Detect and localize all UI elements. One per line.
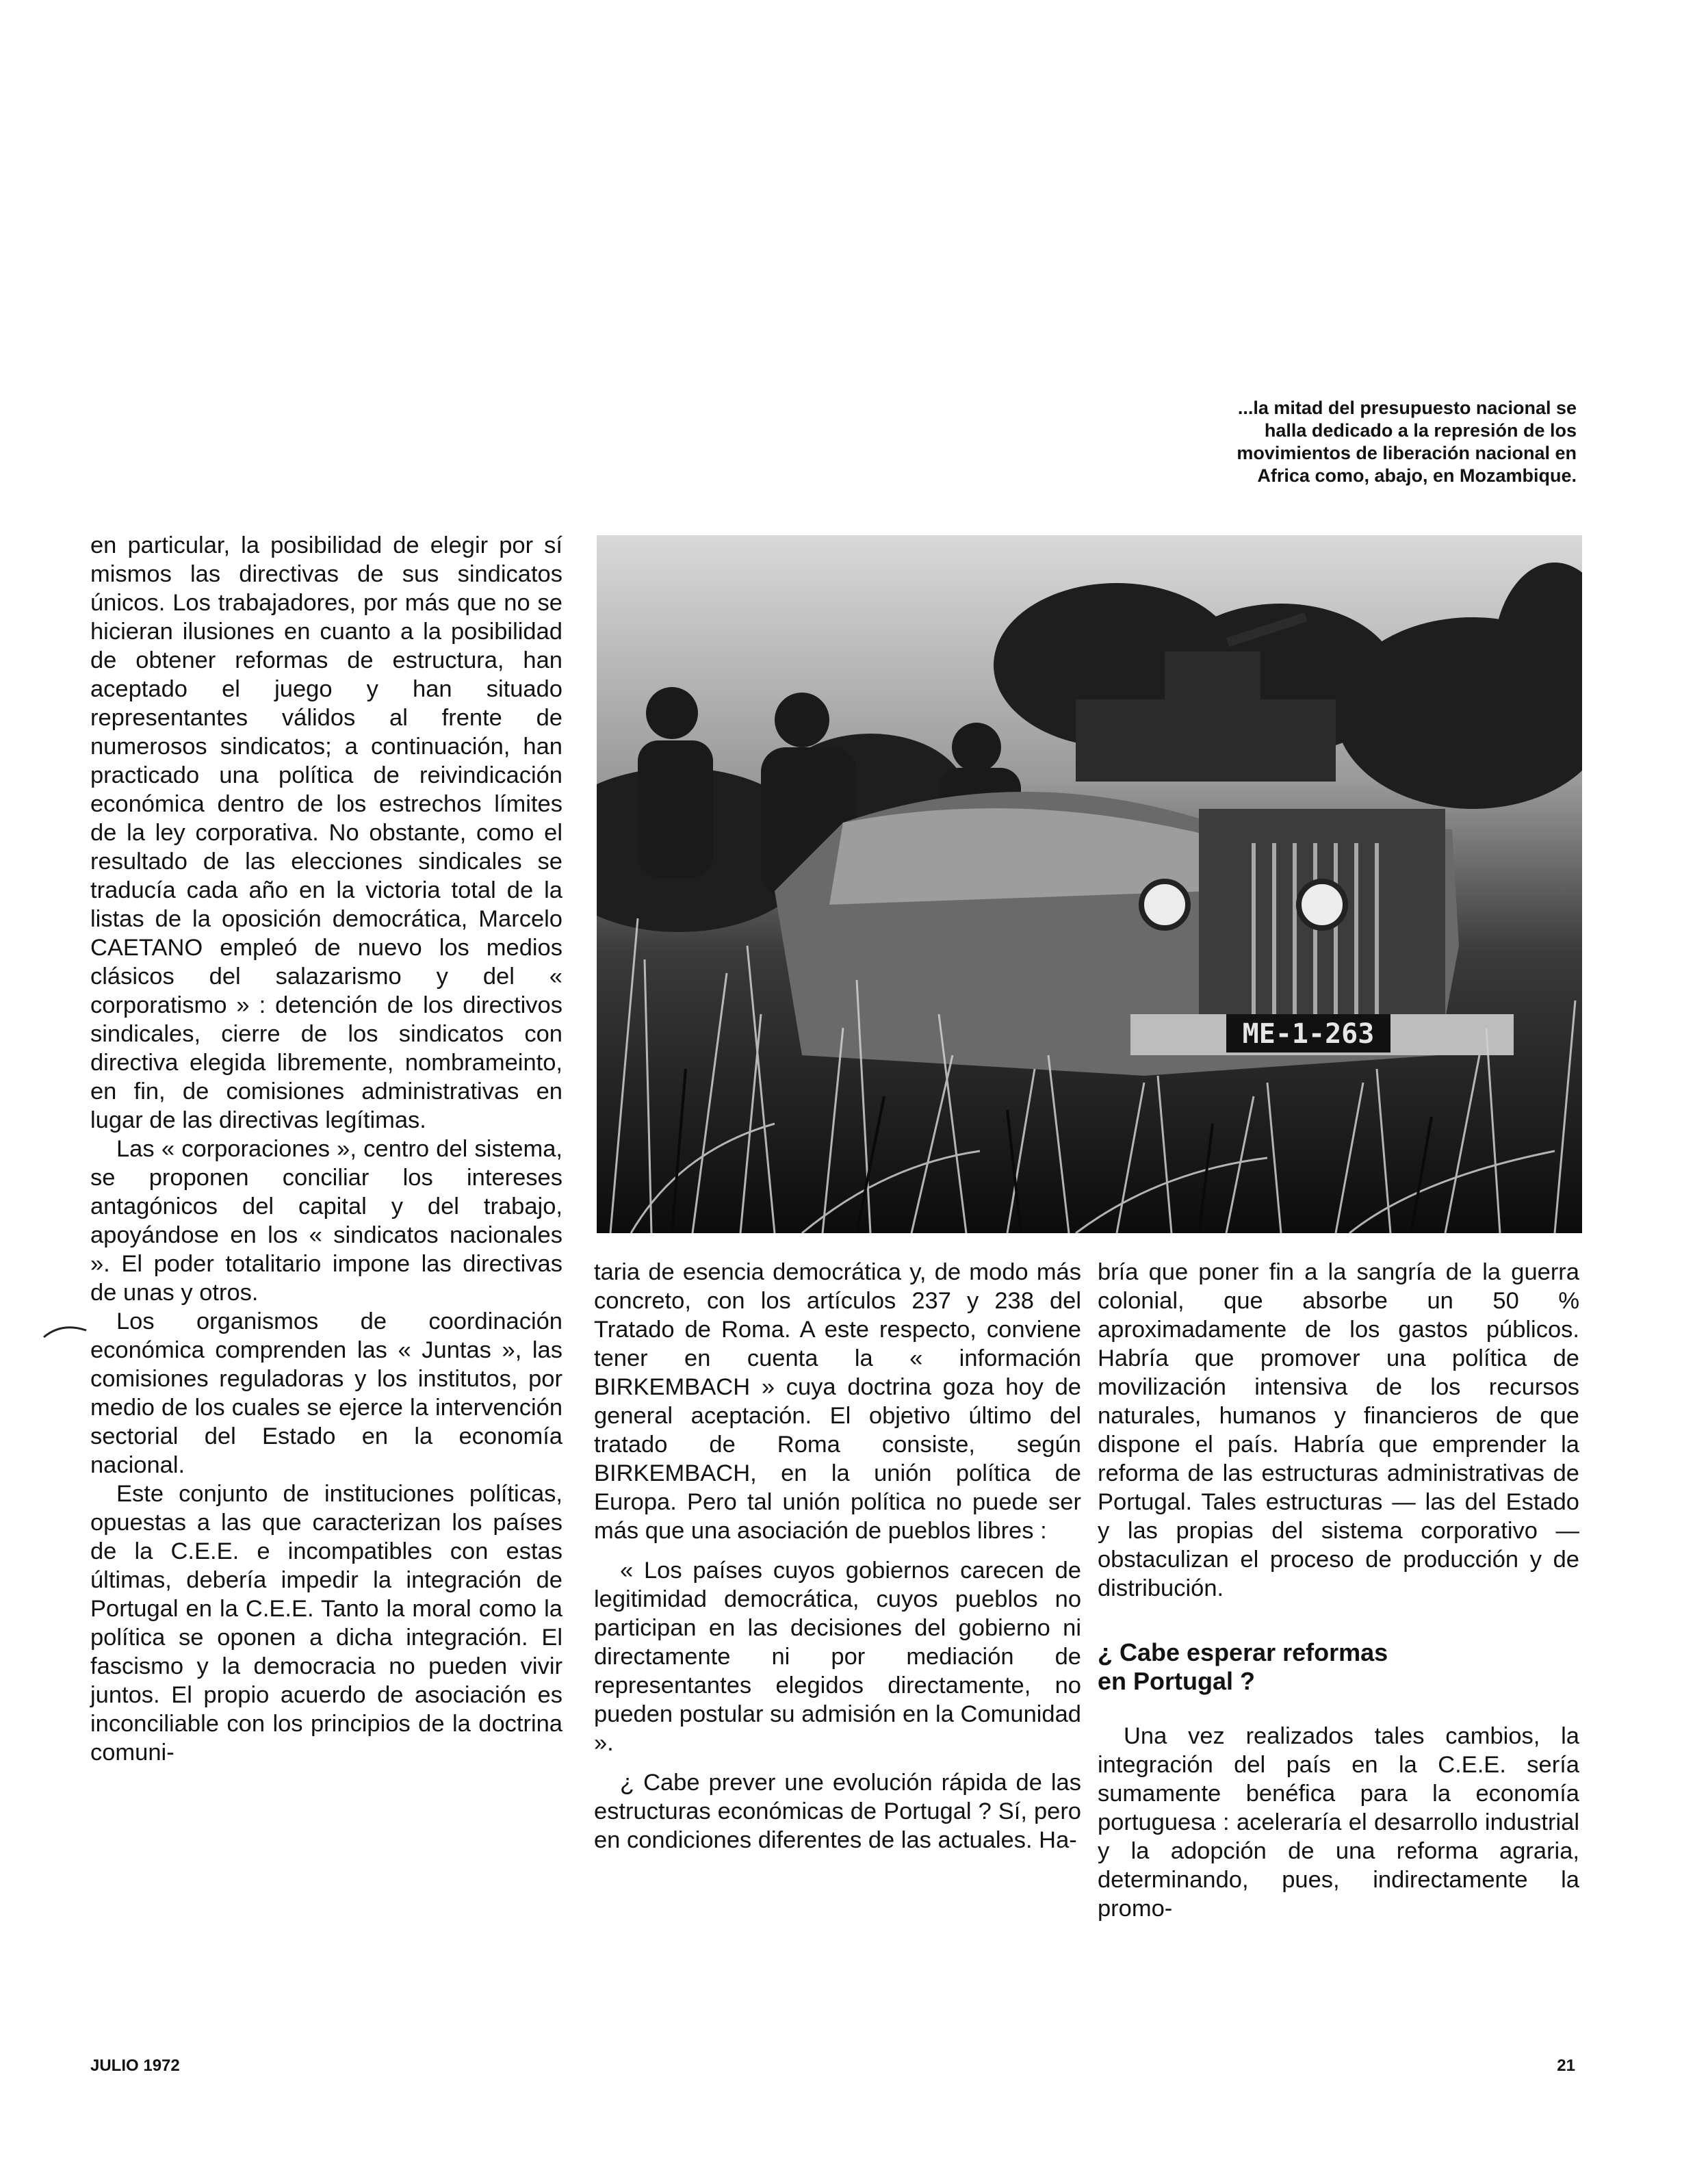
photo-illustration: [597, 535, 1582, 1233]
section-heading: [1098, 1638, 1579, 1696]
page-number: 21: [1557, 2056, 1575, 2075]
footer-date: JULIO 1972: [90, 2056, 180, 2075]
article-column-3: [1098, 1258, 1579, 1923]
jeep: [775, 792, 1514, 1076]
quote-paragraph: « Los países cuyos gobiernos carecen de legitimidad democrática, cuyos pueblos no participan en las decisiones del gobierno ni directamente ni por mediación de representantes elegidos directamente, no pueden postular su admisión en la Comunidad ».: [594, 1558, 1081, 1756]
section-heading-line: en Portugal ?: [1098, 1667, 1256, 1695]
margin-mark-icon: [41, 1321, 89, 1341]
caption-line: halla dedicado a la represión de los: [1264, 420, 1577, 441]
paragraph: Las « corporaciones », centro del sistema, se proponen conciliar los intereses antagónicos del capital y del trabajo, apoyándose en los « sindicatos nacionales ». El poder totalitario impone las directivas de unas y otros.: [90, 1136, 562, 1306]
article-column-1: [90, 531, 562, 1767]
paragraph: Los organismos de coordinación económica comprenden las « Juntas », las comisiones reguladoras y los institutos, por medio de los cuales se ejerce la intervención sectorial del Estado en la economía nacional.: [90, 1308, 562, 1478]
license-plate-text: ME-1-263: [1242, 1018, 1375, 1050]
military-jeep-photo: [597, 535, 1582, 1233]
article-column-2: [594, 1258, 1081, 1855]
paragraph: Una vez realizados tales cambios, la integración del país en la C.E.E. sería sumamente benéfica para la economía portuguesa : aceleraría el desarrollo industrial y la adopción de una reforma agraria, determinando, pues, indirectamente la promo-: [1098, 1723, 1579, 1922]
photo-caption: [1111, 397, 1577, 487]
paragraph: Este conjunto de instituciones políticas, opuestas a las que caracterizan los países de la C.E.E. e incompatibles con estas últimas, debería impedir la integración de Portugal en la C.E.E. Tanto la moral como la política se oponen a dicha integración. El fascismo y la democracia no pueden vivir juntos. El propio acuerdo de asociación es inconciliable con los principios de la doctrina comuni-: [90, 1481, 562, 1766]
caption-line: Africa como, abajo, en Mozambique.: [1257, 465, 1577, 486]
headlight-right: [1299, 881, 1345, 928]
paragraph: bría que poner fin a la sangría de la guerra colonial, que absorbe un 50 % aproximadamente de los gastos públicos. Habría que promover una política de movilización intensiva de los recursos naturales, humanos y financieros de que dispone el país. Habría que emprender la reforma de las estructuras administrativas de Portugal. Tales estructuras — las del Estado y las propias del sistema corporativo — obstaculizan el proceso de producción y de distribución.: [1098, 1259, 1579, 1601]
paragraph: ¿ Cabe prever une evolución rápida de las estructuras económicas de Portugal ? Sí, pero en condiciones diferentes de las actuales. Ha-: [594, 1770, 1081, 1853]
section-heading-line: ¿ Cabe esperar reformas: [1098, 1638, 1388, 1666]
headlight-left: [1141, 881, 1188, 928]
caption-line: ...la mitad del presupuesto nacional se: [1237, 398, 1577, 418]
paragraph: taria de esencia democrática y, de modo más concreto, con los artículos 237 y 238 del Tratado de Roma. A este respecto, conviene tener en cuenta la « información BIRKEMBACH » cuya doctrina goza hoy de general aceptación. El objetivo último del tratado de Roma consiste, según BIRKEMBACH, en la unión política de Europa. Pero tal unión política no puede ser más que una asociación de pueblos libres :: [594, 1259, 1081, 1544]
caption-line: movimientos de liberación nacional en: [1237, 443, 1577, 463]
paragraph: en particular, la posibilidad de elegir por sí mismos las directivas de sus sindicatos únicos. Los trabajadores, por más que no se hicieran ilusiones en cuanto a la posibilidad de obtener reformas de estructura, han aceptado el juego y han situado representantes válidos al frente de numerosos sindicatos; a continuación, han practicado una política de reivindicación económica dentro de los estrechos límites de la ley corporativa. No obstante, como el resultado de las elecciones sindicales se traducía cada año en la victoria total de la listas de la oposición democrática, Marcelo CAETANO empleó de nuevo los medios clásicos del salazarismo y del « corporatismo » : detención de los directivos sindicales, cierre de los sindicatos con directiva elegida libremente, nombrameinto, en fin, de comisiones administrativas en lugar de las directivas legítimas.: [90, 532, 562, 1133]
